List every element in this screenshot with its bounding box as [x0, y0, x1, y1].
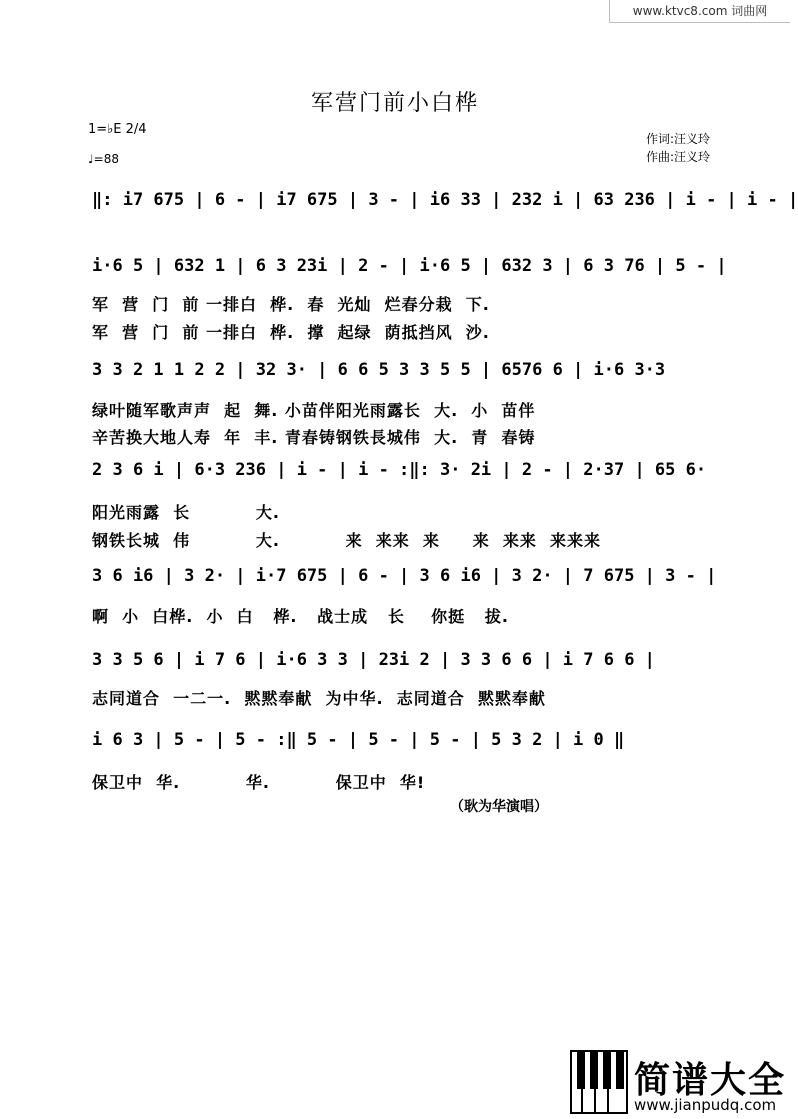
- performer-credit: （耿为华演唱）: [450, 799, 548, 815]
- lyric-line-7: 啊 小 白桦. 小 白 桦. 战士成 长 你挺 拔.: [92, 607, 509, 626]
- lyric-line-9: 保卫中 华. 华. 保卫中 华!: [92, 773, 426, 792]
- lyricist-credit: 作词:汪义玲: [645, 132, 710, 146]
- staff-line-7: i 6 3 | 5 - | 5 - :‖ 5 - | 5 - | 5 - | 5 3 2 | i 0 ‖: [92, 730, 625, 750]
- logo-title: 简谱大全: [634, 1060, 787, 1101]
- lyric-line-4: 辛苦换大地人寿 年 丰. 青春铸钢铁長城伟 大. 青 春铸: [92, 428, 536, 447]
- staff-line-2: i·6 5 | 632 1 | 6 3 23i | 2 - | i·6 5 | 632 3 | 6 3 76 | 5 - |: [92, 256, 727, 276]
- key-text: 1=♭E: [88, 122, 122, 137]
- piano-keys-icon: [570, 1050, 628, 1114]
- lyric-line-8: 志同道合 一二一. 黙黙奉献 为中华. 志同道合 黙黙奉献: [92, 689, 546, 708]
- lyric-line-3: 绿叶随军歌声声 起 舞. 小苗伴阳光雨露长 大. 小 苗伴: [92, 401, 536, 420]
- lyric-line-1: 军 营 门 前 一排白 桦. 春 光灿 烂春分栽 下.: [92, 295, 490, 314]
- staff-line-5: 3 6 i6 | 3 2· | i·7 675 | 6 - | 3 6 i6 | 3 2· | 7 675 | 3 - |: [92, 566, 717, 586]
- staff-line-1: ‖: i7 675 | 6 - | i7 675 | 3 - | i6 33 | 232 i | 63 236 | i - | i - |: [92, 190, 798, 210]
- staff-line-4: 2 3 6 i | 6·3 236 | i - | i - :‖: 3· 2i | 2 - | 2·37 | 65 6·: [92, 460, 707, 480]
- key-signature: [88, 122, 147, 137]
- time-signature: 2/4: [125, 122, 147, 137]
- staff-line-3: 3 3 2 1 1 2 2 | 32 3· | 6 6 5 3 3 5 5 | 6576 6 | i·6 3·3: [92, 360, 666, 380]
- logo-url[interactable]: www.jianpudq.com: [634, 1096, 777, 1114]
- quarter-note-icon: ♩: [88, 152, 94, 166]
- staff-line-6: 3 3 5 6 | i 7 6 | i·6 3 3 | 23i 2 | 3 3 6 6 | i 7 6 6 |: [92, 650, 655, 670]
- site-logo[interactable]: [570, 1050, 790, 1119]
- tempo-marking: [88, 152, 119, 166]
- site-header[interactable]: www.ktvc8.com 词曲网: [609, 0, 790, 23]
- lyric-line-2: 军 营 门 前 一排白 桦. 撑 起绿 荫抵挡风 沙.: [92, 323, 490, 342]
- song-title: 军营门前小白桦: [310, 91, 479, 116]
- lyric-line-5: 阳光雨露 长 大.: [92, 503, 280, 522]
- lyric-line-6: 钢铁长城 伟 大. 来 来来 来 来 来来 来来来: [92, 531, 602, 550]
- composer-credit: 作曲:汪义玲: [645, 150, 710, 164]
- tempo-text: =88: [93, 152, 119, 166]
